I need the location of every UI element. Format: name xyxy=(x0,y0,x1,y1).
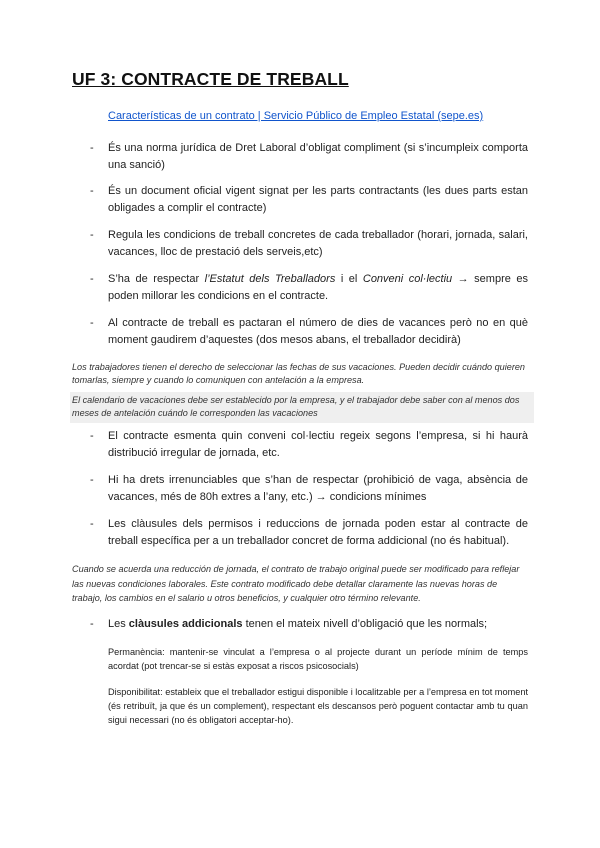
text-run: → sempre es poden millorar les condicions en el contracte. xyxy=(108,273,528,302)
text-run: i el xyxy=(335,273,363,285)
list-item-text: Al contracte de treball es pactaran el número de dies de vacances però no en què moment gaudirem d’aquestes (dos mesos abans, el treballador decidirà) xyxy=(108,317,528,346)
list-item xyxy=(90,315,528,348)
text-run: S’ha de respectar xyxy=(108,273,205,285)
note-reduccio-jornada: Cuando se acuerda una reducción de jornada, el contrato de trabajo original puede ser modificado para reflejar las nuevas condiciones laborales. Este contrato modificado debe detallar claramente las nuevas horas de trabajo, los cambios en el salario u otros beneficios, y cualquier otro término relevante. xyxy=(72,564,520,603)
list-item-text: Les clàusules dels permisos i reduccions de jornada poden estar al contracte de treball específica per a un treballador concret de forma addicional (no és habitual). xyxy=(108,518,528,547)
text-run: Les xyxy=(108,618,129,630)
bullet-dash: - xyxy=(90,317,94,329)
list-item xyxy=(90,428,528,461)
list-item xyxy=(90,140,528,173)
list-item xyxy=(90,183,528,216)
bullet-dash: - xyxy=(90,474,94,486)
note-vacances-calendari: El calendario de vacaciones debe ser establecido por la empresa, y el trabajador debe saber con al menos dos meses de antelación cuándo le corresponden las vacaciones xyxy=(70,392,534,423)
list-item-text: És un document oficial vigent signat per les parts contractants (les dues parts estan obligades a complir el contracte) xyxy=(108,185,528,214)
list-item-text xyxy=(108,616,528,633)
list-item-text: Hi ha drets irrenunciables que s’han de respectar (prohibició de vaga, absència de vacances, més de 80h extres a l’any, etc.) → condicions mínimes xyxy=(108,474,528,503)
list-item-estatut xyxy=(90,271,528,304)
disponibilitat-paragraph: Disponibilitat: estableix que el treballador estigui disponible i localitzable per a l’empresa en tot moment (és retribuït, ja que és un complement), respectant els descansos però poguent contactar amb tu quan sigui necessari (no és obligatori acceptar-ho). xyxy=(108,687,528,725)
bullet-dash: - xyxy=(90,185,94,197)
bullet-dash: - xyxy=(90,142,94,154)
bullet-dash: - xyxy=(90,273,94,285)
list-item-text: El contracte esmenta quin conveni col·lectiu regeix segons l’empresa, si hi haurà distribució irregular de jornada, etc. xyxy=(108,430,528,459)
estatut-reference: l’Estatut dels Treballadors xyxy=(204,273,336,285)
list-item-text: És una norma jurídica de Dret Laboral d’obligat compliment (si s’incumpleix comporta una sanció) xyxy=(108,142,528,171)
bullet-dash: - xyxy=(90,618,94,630)
text-run: tenen el mateix nivell d’obligació que les normals; xyxy=(242,618,488,630)
list-item-text xyxy=(108,271,528,304)
list-item xyxy=(90,516,528,549)
note-vacances-dret: Los trabajadores tienen el derecho de seleccionar las fechas de sus vacaciones. Pueden decidir cuándo quieren tomarlas, siempre y cuando lo comuniquen con antelación a la empresa. xyxy=(72,362,525,386)
sepe-link[interactable]: Características de un contrato | Servicio Público de Empleo Estatal (sepe.es) xyxy=(108,110,484,122)
page-title: UF 3: CONTRACTE DE TREBALL xyxy=(72,69,349,89)
conveni-reference: Conveni col·lectiu xyxy=(362,273,453,285)
list-item-clausules xyxy=(90,616,528,633)
bullet-dash: - xyxy=(90,518,94,530)
permanencia-paragraph: Permanència: mantenir-se vinculat a l’empresa o al projecte durant un període mínim de temps acordat (pot trencar-se si estàs exposat a riscos psicosocials) xyxy=(108,647,528,671)
bullet-dash: - xyxy=(90,229,94,241)
clausules-addicionals-term: clàusules addicionals xyxy=(128,618,243,630)
list-item xyxy=(90,472,528,505)
list-item xyxy=(90,227,528,260)
bullet-dash: - xyxy=(90,430,94,442)
list-item-text: Regula les condicions de treball concretes de cada treballador (horari, jornada, salari, vacances, lloc de prestació dels serveis,etc) xyxy=(108,229,528,258)
